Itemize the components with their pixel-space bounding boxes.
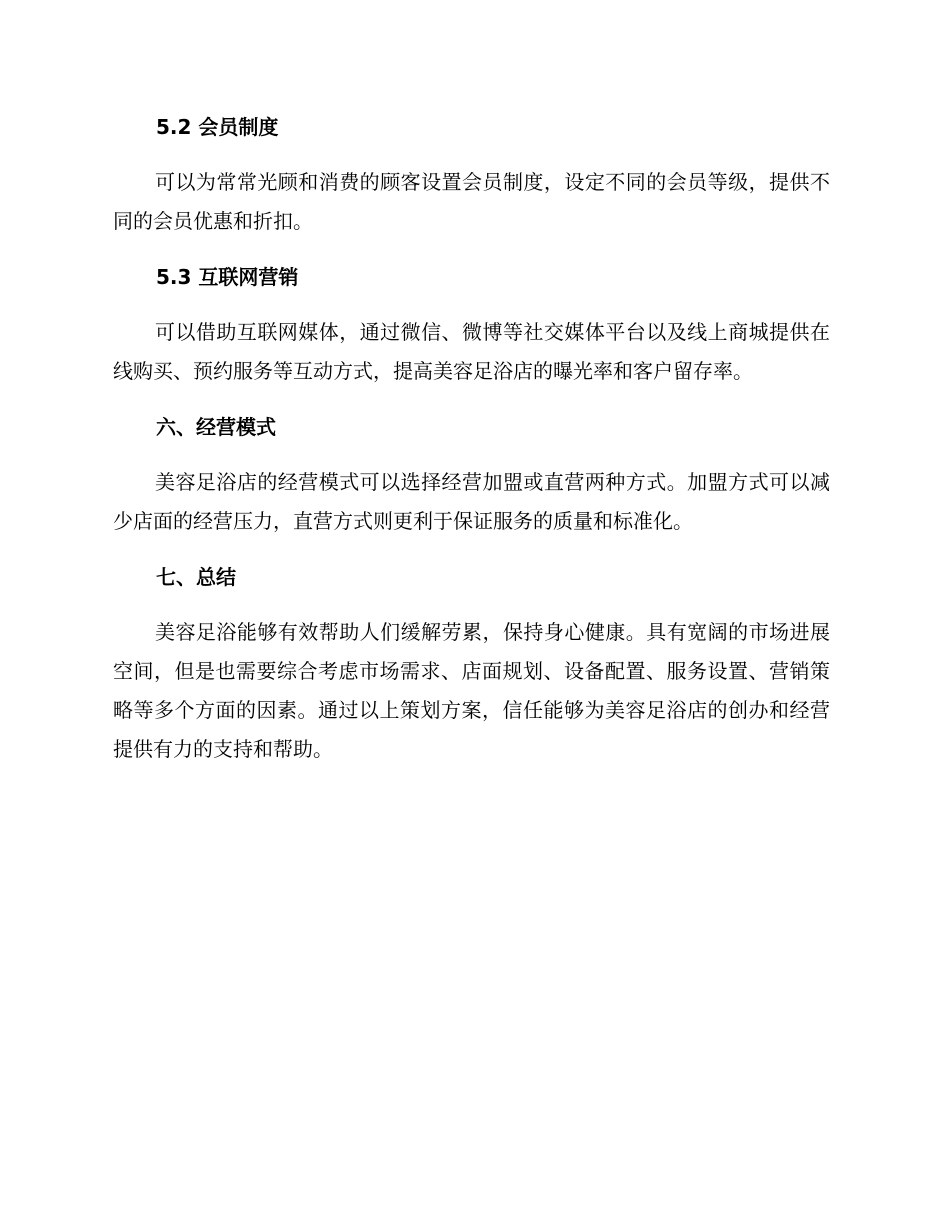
section-paragraph-membership: 可以为常常光顾和消费的顾客设置会员制度，设定不同的会员等级，提供不同的会员优惠和折扣。	[113, 170, 830, 233]
section-paragraph-internet-marketing: 可以借助互联网媒体，通过微信、微博等社交媒体平台以及线上商城提供在线购买、预约服务等互动方式，提高美容足浴店的曝光率和客户留存率。	[113, 320, 830, 383]
section-heading-internet-marketing: 5.3 互联网营销	[156, 265, 299, 289]
section-heading-summary: 七、总结	[156, 565, 236, 589]
document-body	[113, 108, 830, 769]
section-paragraph-summary: 美容足浴能够有效帮助人们缓解劳累，保持身心健康。具有宽阔的市场进展空间，但是也需要综合考虑市场需求、店面规划、设备配置、服务设置、营销策略等多个方面的因素。通过以上策划方案，信任能够为美容足浴店的创办和经营提供有力的支持和帮助。	[113, 620, 830, 761]
section-heading-membership: 5.2 会员制度	[156, 115, 279, 139]
section-heading-business-model: 六、经营模式	[156, 415, 276, 439]
section-paragraph-business-model: 美容足浴店的经营模式可以选择经营加盟或直营两种方式。加盟方式可以减少店面的经营压力，直营方式则更利于保证服务的质量和标准化。	[113, 470, 830, 533]
